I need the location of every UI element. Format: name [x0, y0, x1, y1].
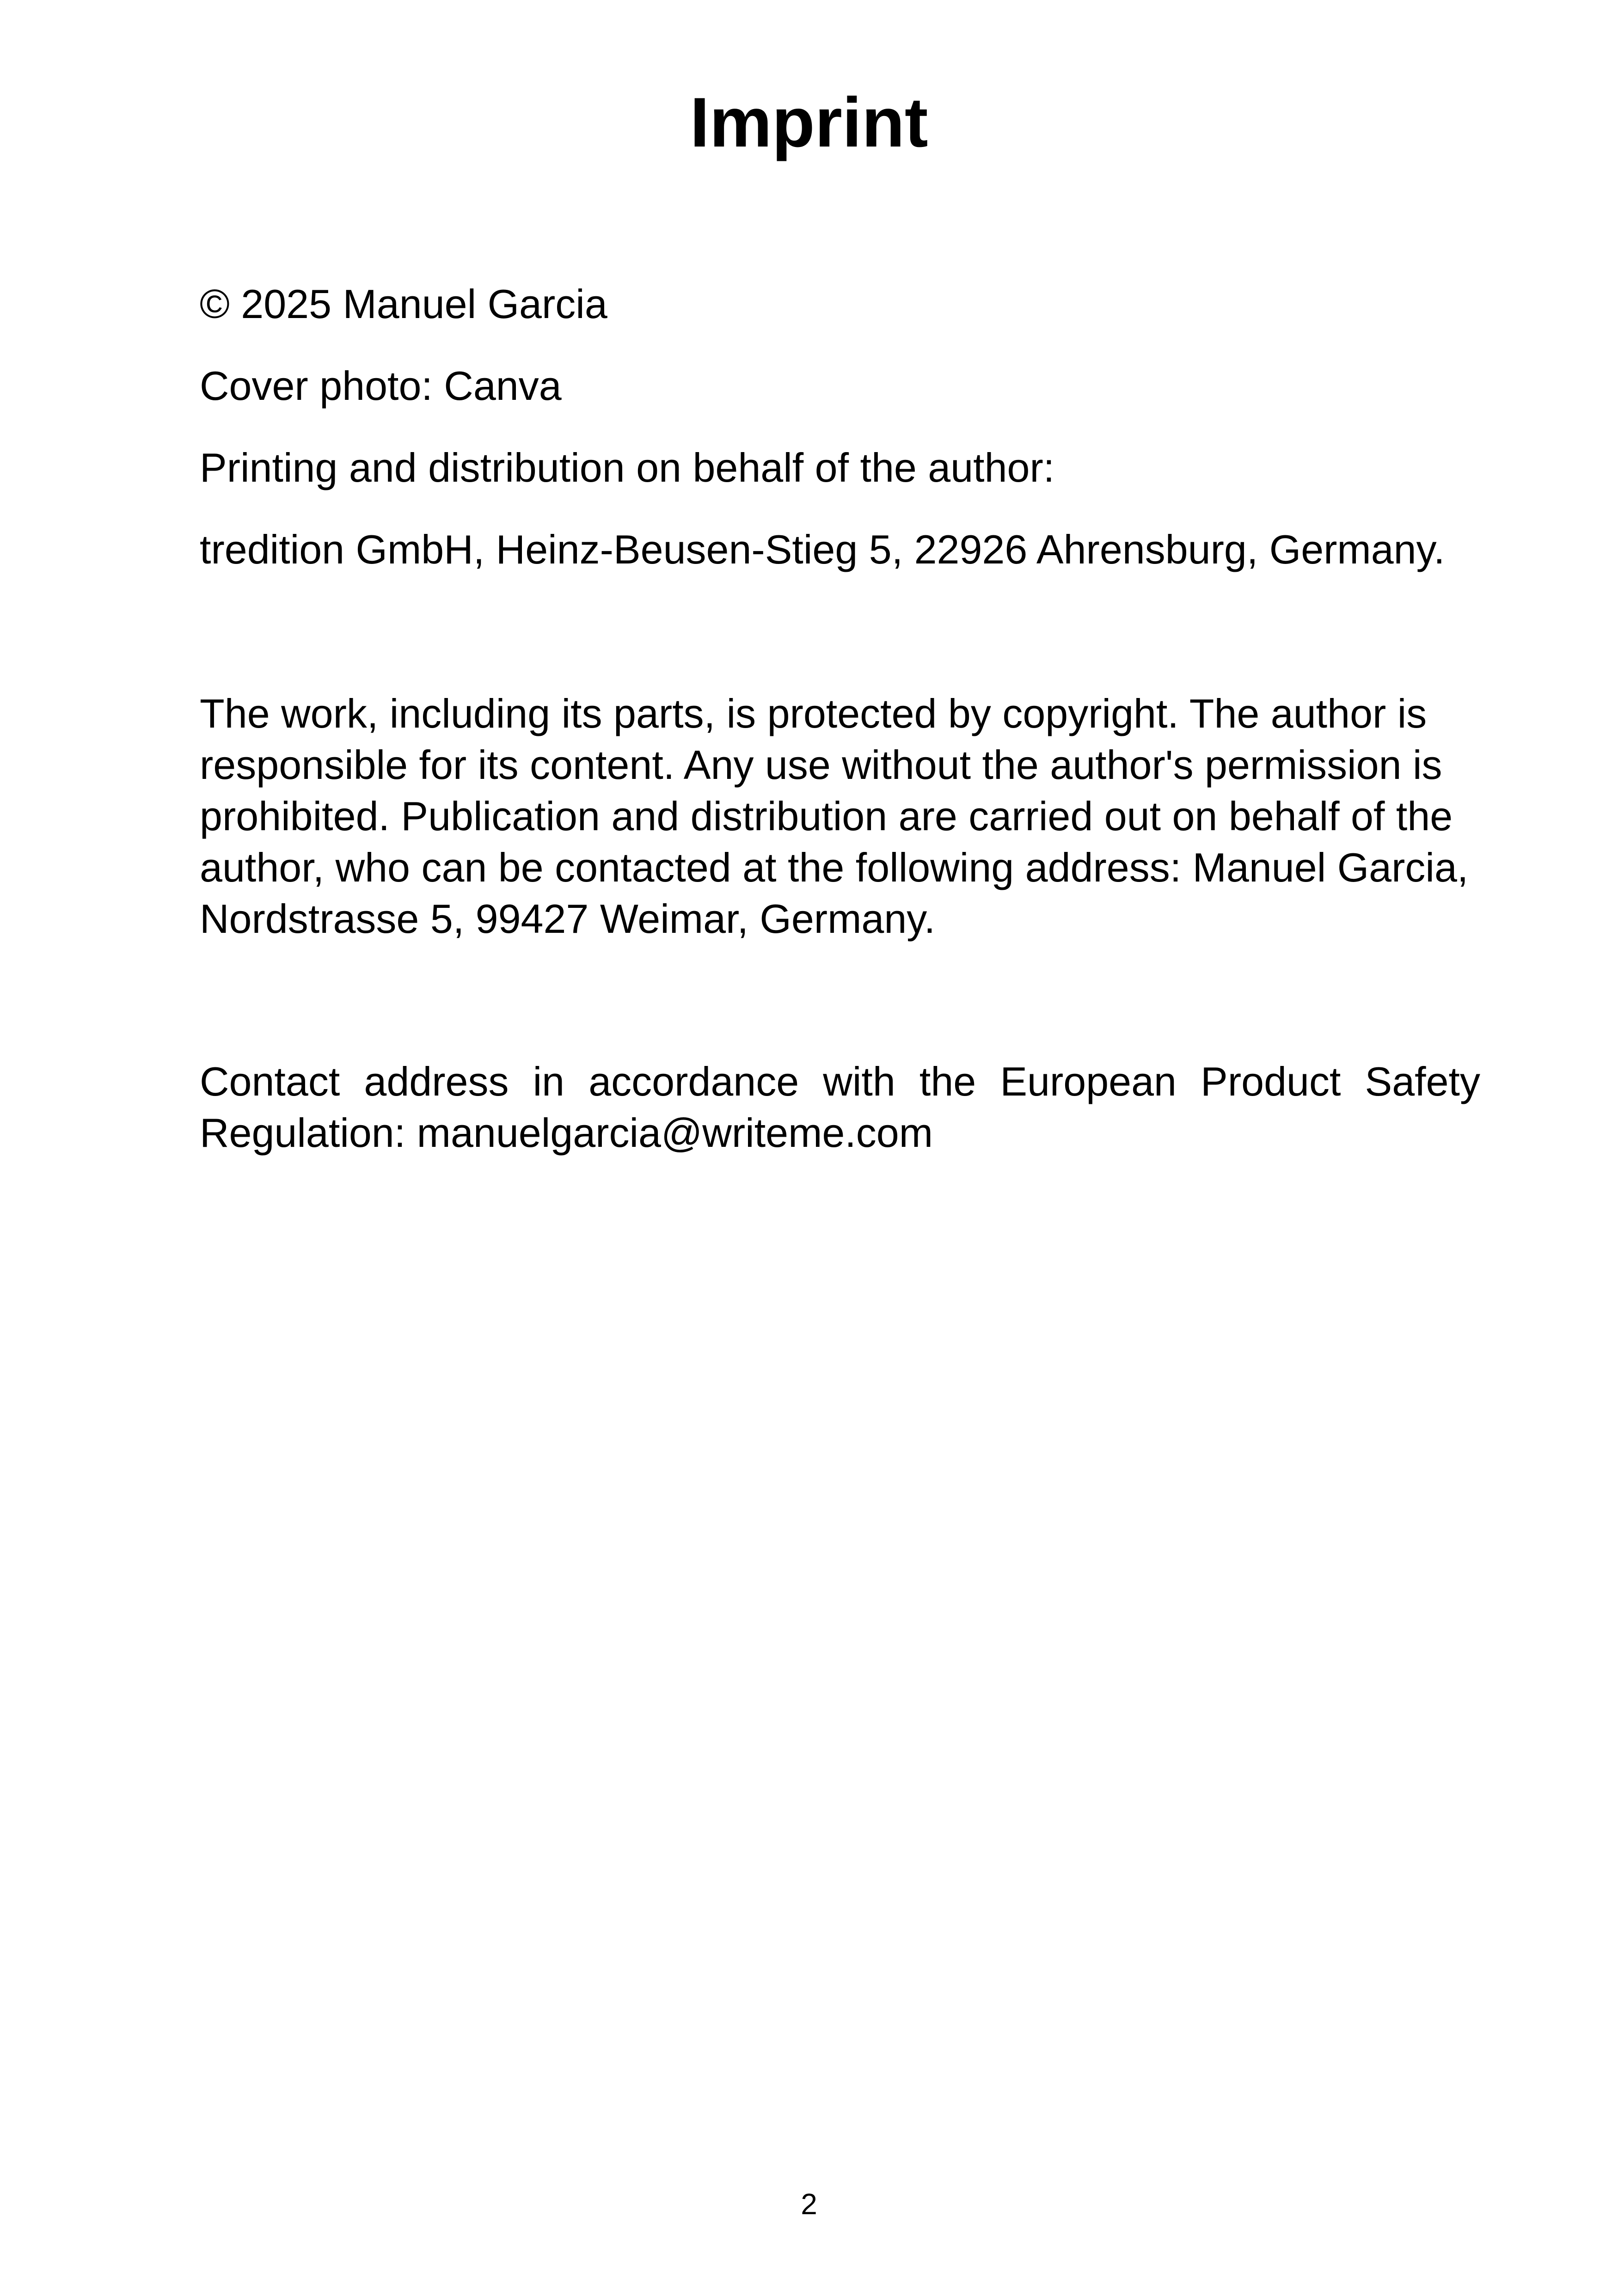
paragraph-line: The work, including its parts, is protected by copyright. The author is — [200, 691, 1427, 736]
paragraph-line: author, who can be contacted at the following address: Manuel Garcia, — [200, 845, 1469, 890]
contact-address-paragraph — [200, 1056, 1480, 1158]
cover-photo-line: Cover photo: Canva — [200, 363, 562, 409]
paragraph-line: responsible for its content. Any use without the author's permission is — [200, 742, 1442, 788]
copyright-notice-paragraph — [200, 688, 1494, 944]
paragraph-line: prohibited. Publication and distribution are carried out on behalf of the — [200, 793, 1453, 839]
paragraph-line: Regulation: manuelgarcia@writeme.com — [200, 1110, 933, 1156]
printing-distribution-label: Printing and distribution on behalf of the author: — [200, 445, 1055, 490]
printer-address: tredition GmbH, Heinz-Beusen-Stieg 5, 22926 Ahrensburg, Germany. — [200, 527, 1445, 572]
page-title: Imprint — [690, 83, 928, 162]
copyright-line: © 2025 Manuel Garcia — [200, 281, 607, 327]
paragraph-line: Nordstrasse 5, 99427 Weimar, Germany. — [200, 896, 936, 942]
paragraph-line: Contact address in accordance with the European Product Safety — [200, 1059, 1480, 1104]
page-number: 2 — [801, 2187, 817, 2221]
